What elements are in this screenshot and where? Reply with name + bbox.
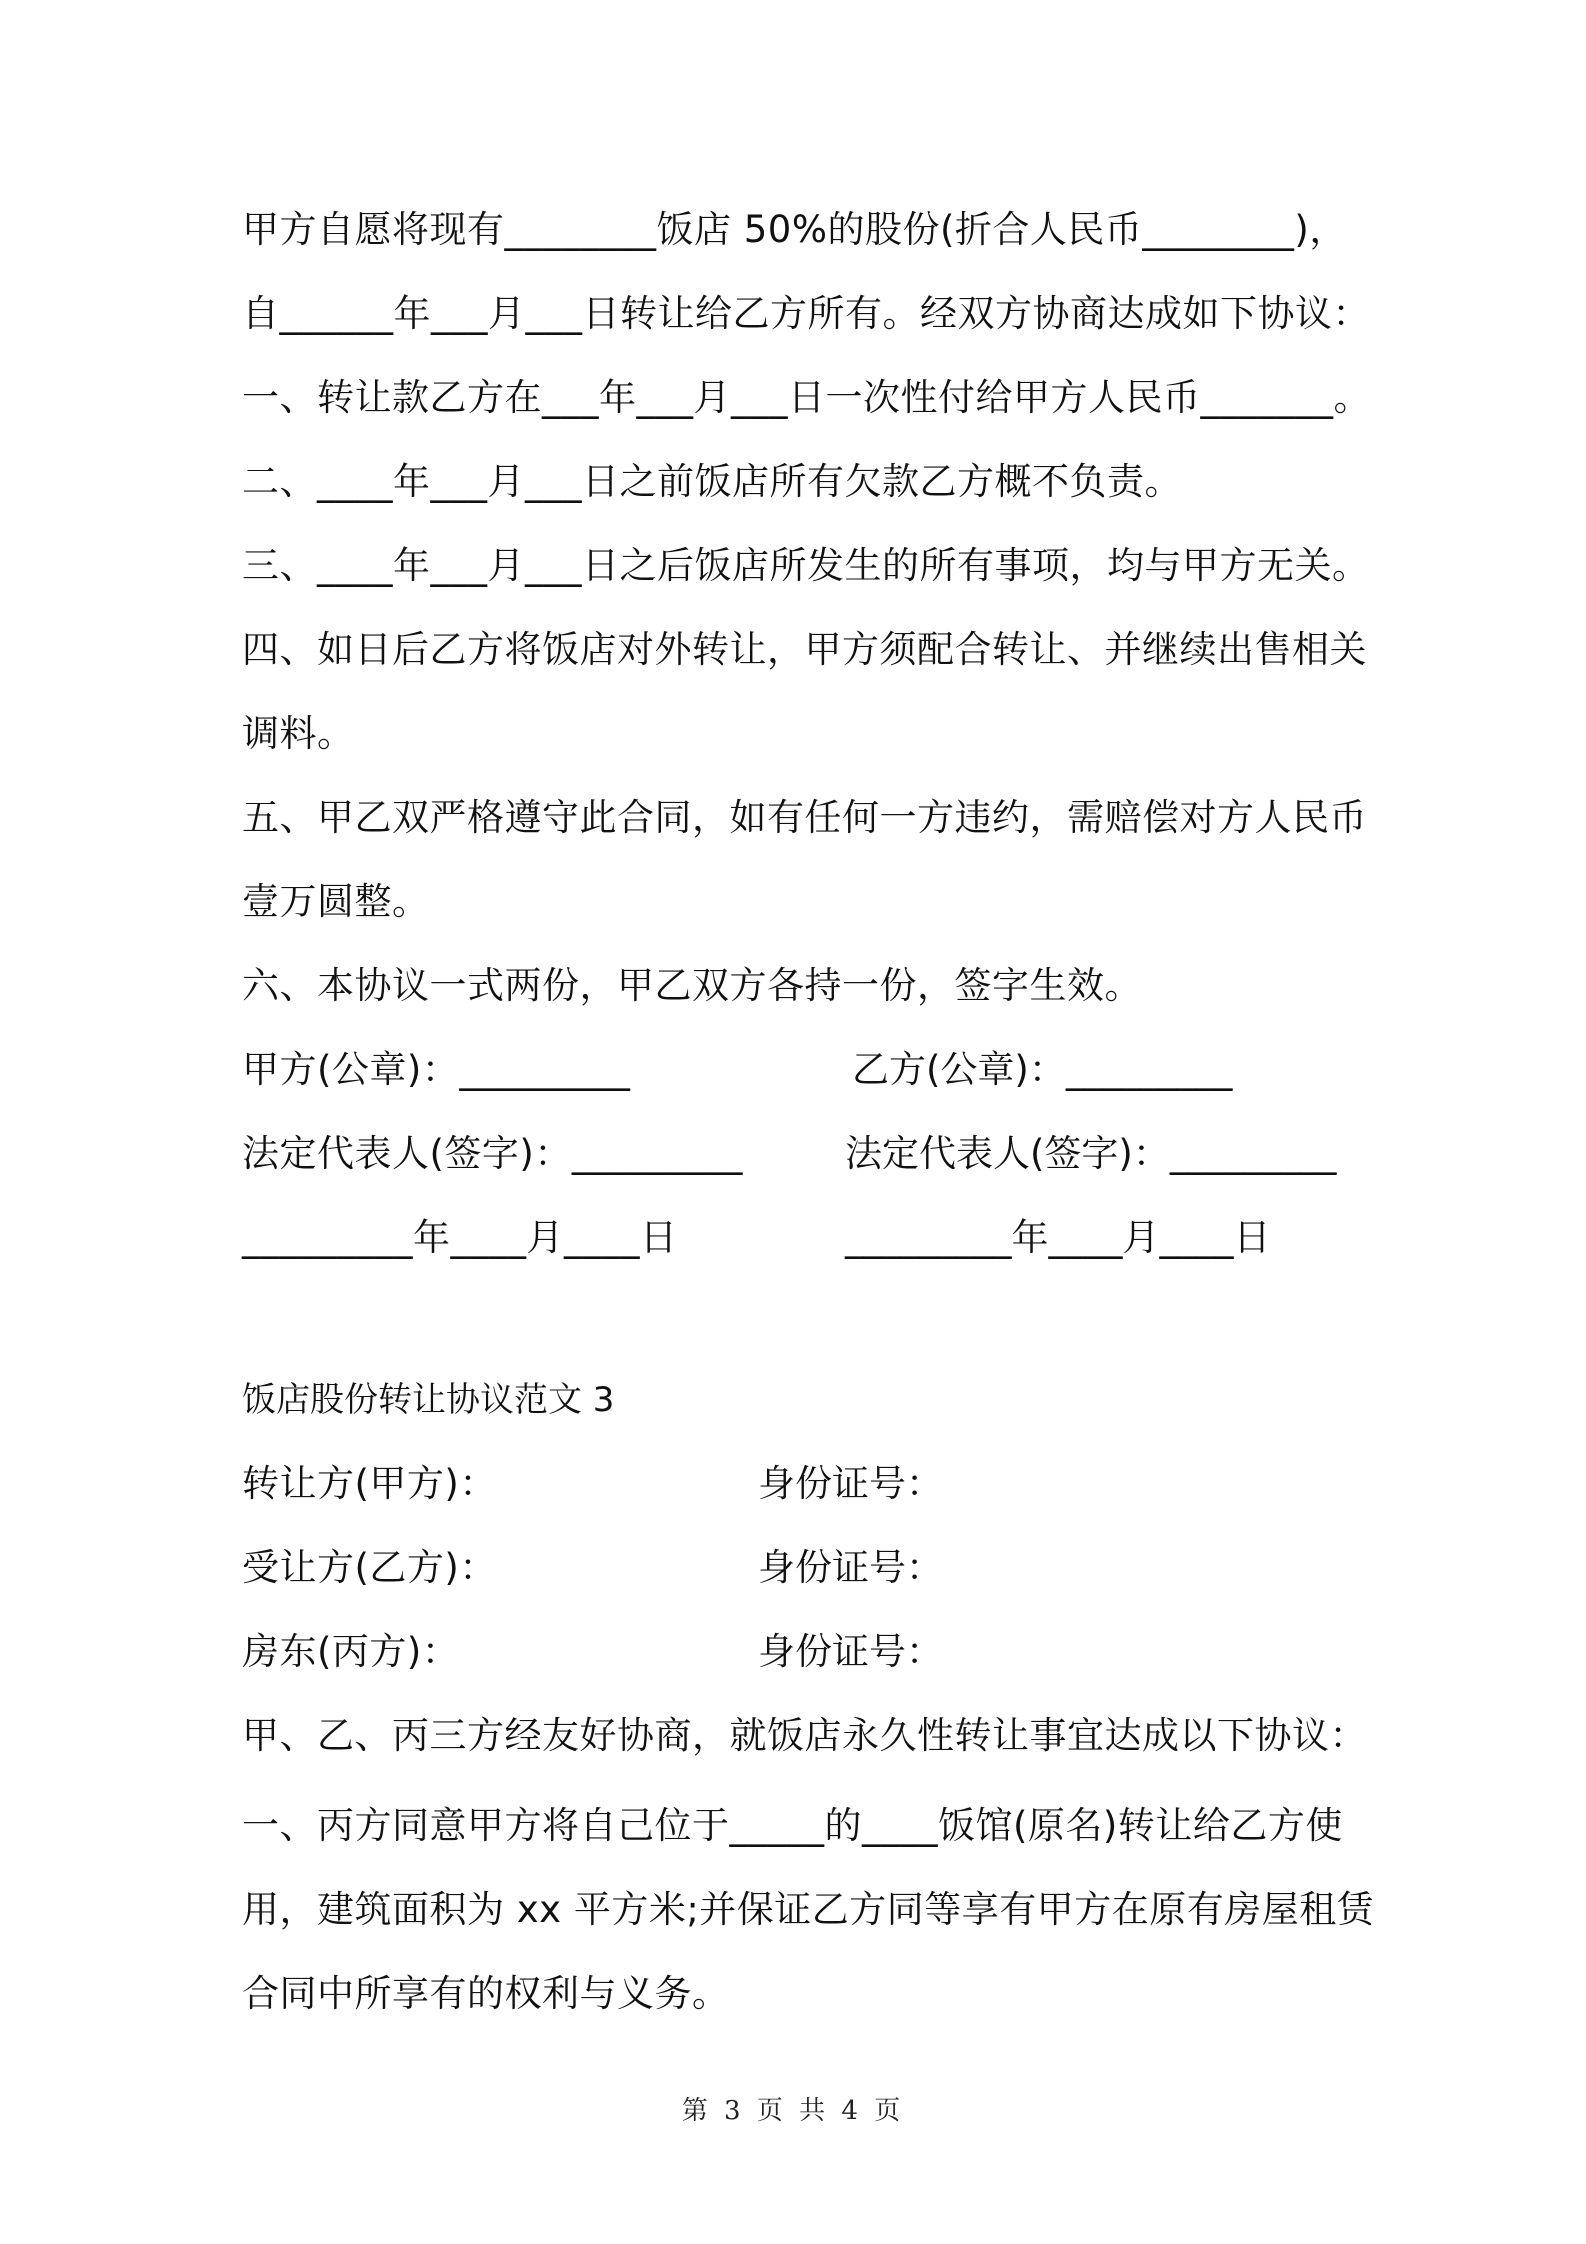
party-b-rep-field: 法定代表人(签字)：_________	[845, 1132, 1337, 1175]
transferor-label: 转让方(甲方)：	[242, 1462, 497, 1505]
clause-item-2: 二、____年___月___日之前饭店所有欠款乙方概不负责。	[242, 460, 1182, 503]
transferee-id-label: 身份证号：	[758, 1546, 943, 1589]
party-b-date-field: _________年____月____日	[845, 1216, 1271, 1259]
party-b-seal-field: 乙方(公章)：_________	[852, 1048, 1233, 1091]
party-a-seal-field: 甲方(公章)：_________	[242, 1048, 631, 1091]
clause-item-4-cont: 调料。	[242, 712, 355, 755]
paragraph-line: 甲方自愿将现有________饭店 50%的股份(折合人民币________)，	[242, 208, 1347, 251]
section3-item-1-cont: 用，建筑面积为 xx 平方米;并保证乙方同等享有甲方在原有房屋租赁	[242, 1888, 1375, 1931]
clause-item-4: 四、如日后乙方将饭店对外转让，甲方须配合转让、并继续出售相关	[242, 628, 1367, 671]
section3-item-1-cont: 合同中所享有的权利与义务。	[242, 1972, 730, 2015]
section-title: 饭店股份转让协议范文 3	[242, 1380, 615, 1420]
paragraph-line: 自______年___月___日转让给乙方所有。经双方协商达成如下协议：	[242, 292, 1370, 335]
party-a-rep-field: 法定代表人(签字)：_________	[242, 1132, 743, 1175]
landlord-id-label: 身份证号：	[758, 1630, 943, 1673]
clause-item-5: 五、甲乙双严格遵守此合同，如有任何一方违约，需赔偿对方人民币	[242, 796, 1367, 839]
clause-item-6: 六、本协议一式两份，甲乙双方各持一份，签字生效。	[242, 964, 1142, 1007]
clause-item-3: 三、____年___月___日之后饭店所发生的所有事项，均与甲方无关。	[242, 544, 1370, 587]
clause-item-1: 一、转让款乙方在___年___月___日一次性付给甲方人民币_______。	[242, 376, 1371, 419]
section3-intro: 甲、乙、丙三方经友好协商，就饭店永久性转让事宜达成以下协议：	[242, 1714, 1367, 1757]
landlord-label: 房东(丙方)：	[242, 1630, 460, 1673]
party-a-date-field: _________年____月____日	[242, 1216, 678, 1259]
section3-item-1: 一、丙方同意甲方将自己位于_____的____饭馆(原名)转让给乙方使	[242, 1804, 1343, 1847]
transferor-id-label: 身份证号：	[758, 1462, 943, 1505]
clause-item-5-cont: 壹万圆整。	[242, 880, 430, 923]
page-number-footer: 第 3 页 共 4 页	[681, 2096, 905, 2126]
transferee-label: 受让方(乙方)：	[242, 1546, 497, 1589]
